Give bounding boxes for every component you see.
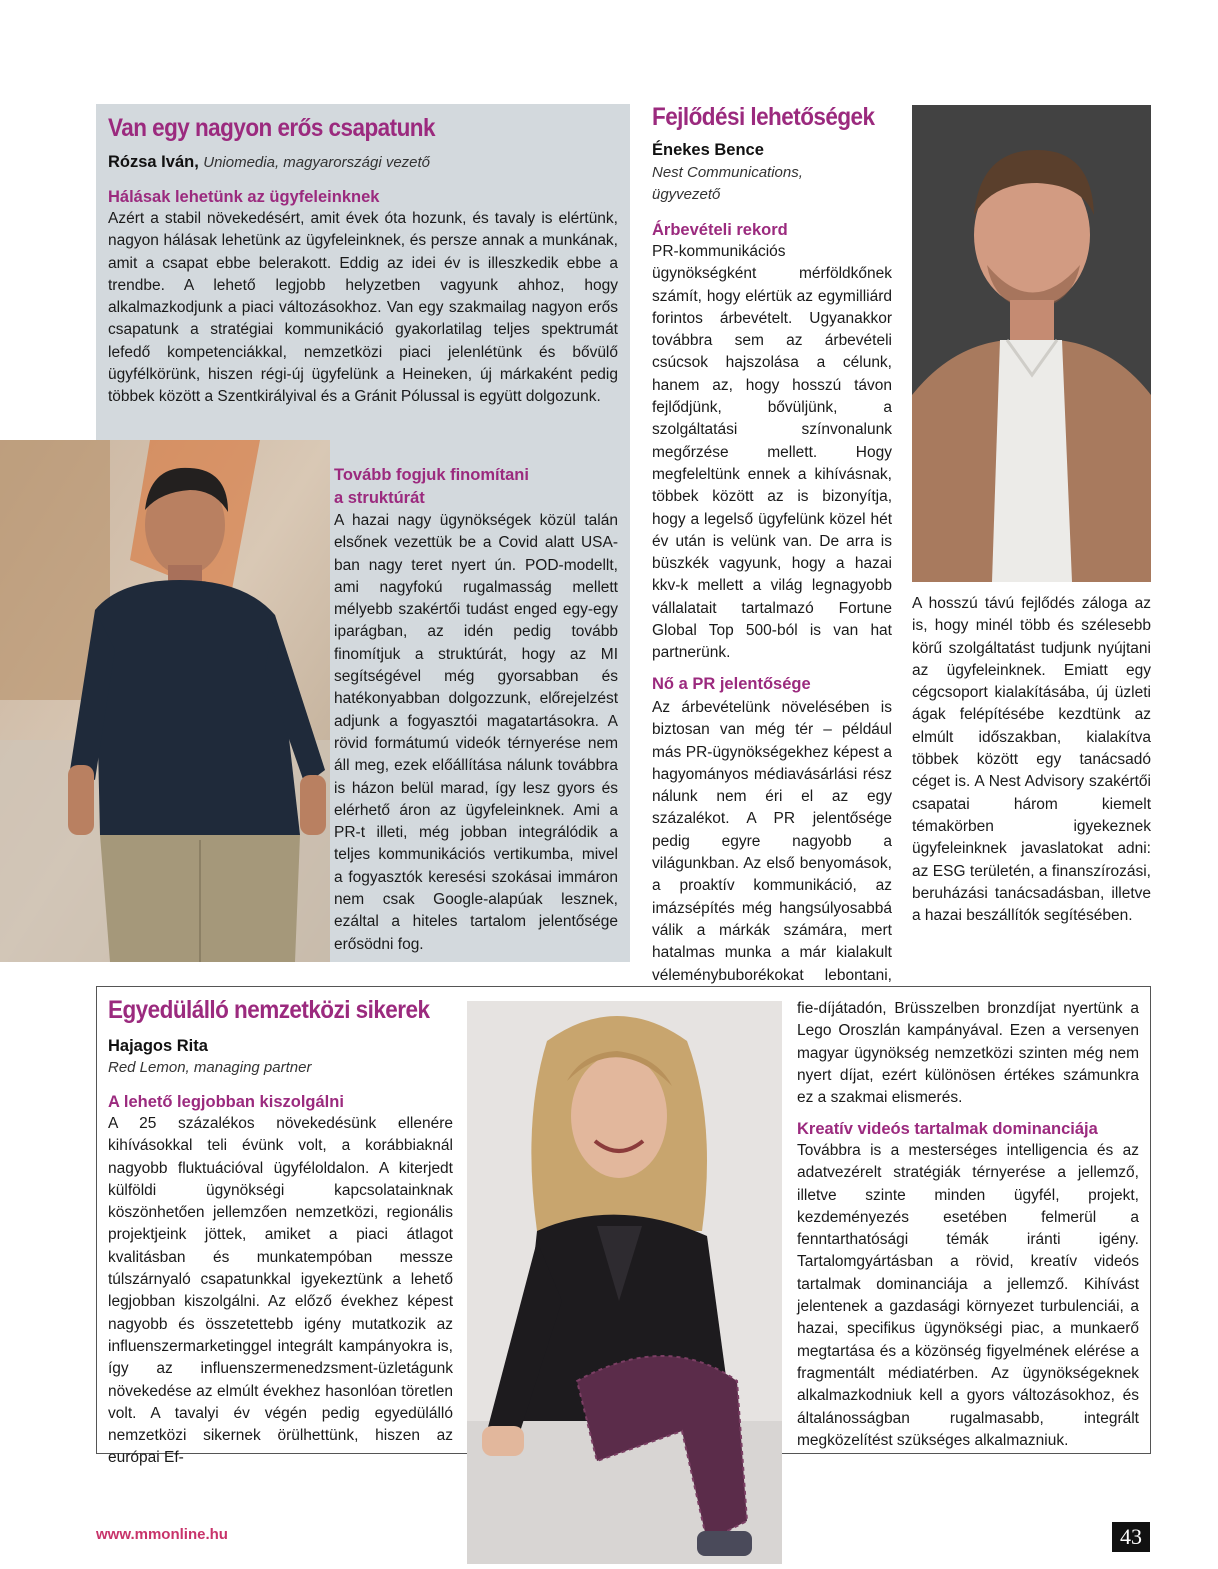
portrait-illustration bbox=[912, 105, 1151, 582]
section-body: Azért a stabil növekedésért, amit évek óta hozunk, és tavaly is elértünk, nagyon hálásak lehetünk az ügyfeleinknek, és persze annak a munkának, amit a csapat ebbe belerakott. Eddig az idei év is illeszkedik ebbe a trendbe. A lehető legjobb helyzetben vagyunk ahhoz, hogy alkalmazkodjunk a piaci változásokhoz. Van egy szakmailag nagyon erős csapatunk a stratégiai kommunikáció gyakorlatilag teljes spektrumát lefedő kompetenciákkal, nemzetközi piaci jelenlétünk és bővülő ügyfélkörünk, hiszen régi-új ügyfelünk a Heineken, új márkaként pedig többek között a Szentkirályival és a Gránit Pólussal is együtt dolgozunk. bbox=[108, 210, 618, 406]
person-name: Rózsa Iván, bbox=[108, 153, 199, 171]
person-role: Red Lemon, managing partner bbox=[108, 1059, 312, 1076]
section-title: Hálásak lehetünk az ügyfeleinknek bbox=[108, 188, 380, 206]
footer-website-link[interactable]: www.mmonline.hu bbox=[96, 1526, 228, 1543]
portrait-illustration bbox=[467, 1001, 782, 1564]
person-role-line1: Nest Communications, bbox=[652, 164, 803, 181]
article-title-hajagos: Egyedülálló nemzetközi sikerek bbox=[108, 996, 430, 1024]
photo-hajagos-rita bbox=[467, 1001, 782, 1564]
section-title-2: Nő a PR jelentősége bbox=[652, 675, 811, 693]
byline-rozsa bbox=[108, 153, 608, 172]
section-title: A lehető legjobban kiszolgálni bbox=[108, 1093, 344, 1111]
section-body-3 bbox=[912, 593, 1151, 927]
photo-rozsa-ivan bbox=[0, 440, 330, 962]
section-title: Árbevételi rekord bbox=[652, 221, 788, 239]
section-title-2-line2: a struktúrát bbox=[334, 489, 425, 507]
section-title-2-line1: Tovább fogjuk finomítani bbox=[334, 466, 529, 484]
person-name: Hajagos Rita bbox=[108, 1037, 208, 1055]
article-title-rozsa: Van egy nagyon erős csapatunk bbox=[108, 114, 435, 142]
article-title-enekes: Fejlődési lehetőségek bbox=[652, 103, 875, 131]
person-role: Uniomedia, magyarországi vezető bbox=[203, 154, 431, 171]
person-role-line2: ügyvezető bbox=[652, 186, 721, 203]
portrait-illustration bbox=[0, 440, 330, 962]
section-body-2: Az árbevételünk növelésében is biztosan van még tér – például más PR-ügynökségekhez képest a hagyományos médiavásárlási rész nálunk nem éri el az egy százalékot. A PR jelentősége pedig egyre nagyobb a világunkban. Az első benyomások, a proaktív kommunikáció, az imázsépítés még hangsúlyosabbá válik a márkák számára, mert hatalmas munka a már kialakult véleménybuborékokat lebontani, bbox=[652, 699, 892, 984]
section-body-2: A hazai nagy ügynökségek közül talán elsőnek vezettük be a Covid alatt USA-ban nagy teret nyert ún. POD-modellt, ami nagyfokú rugalmasság mellett mélyebb szakértői tudást enged egy-egy iparágban, az idén pedig tovább finomítjuk a struktúrát, hogy az MI segítségével még gyorsabban és hatékonyabban dolgozzunk, előrejelzést adjunk a fogyasztói magatartásokra. A rövid formátumú videók térnyerése nem áll meg, ezek előállítása nálunk továbbra is házon belül marad, így lesz gyors és elérhető áron az ügyfeleinknek. Ami a PR-t illeti, még jobban integrálódik a teljes kommunikációs vertikumba, mivel a fogyasztók keresési szokásai immáron nem csak Google-alapúak lesznek, ezáltal a hiteles tartalom jelentősége erősödni fog. bbox=[334, 512, 618, 953]
photo-enekes-bence bbox=[912, 105, 1151, 582]
section-body-2: Továbbra is a mesterséges intelligencia és az adatvezérelt stratégiák térnyerése a jellemző, illetve szinte minden ügyfél, projekt, kezdeményezés esetében felmerül a fenntarthatósági témák iránti igény. Tartalomgyártásban a rövid, kreatív videós tartalmak dominanciája a jellemző. Kihívást jelentenek a gazdasági környezet turbulenciái, a hazai, specifikus ügynökségi piac, a munkaerő megtartása és a közönség figyelmének elérése a fragmentált médiatérben. Az ügynökségeknek alkalmazkodniuk kell a gyors változásokhoz, és általánosságban rugalmasabb, integrált megközelítést szükséges alkalmazniuk. bbox=[797, 1142, 1139, 1449]
section-body-continued: fie-díjátadón, Brüsszelben bronzdíjat nyertünk a Lego Oroszlán kampányával. Ezen a versenyen magyar ügynökség nemzetközi szinten még nem nyert díjat, ezért különösen értékes számunkra ez a szakmai elismerés. bbox=[797, 1000, 1139, 1107]
section-body: PR-kommunikációs ügynökségként mérföldkőnek számít, hogy elértük az egymilliárd forintos árbevételt. Ugyanakkor továbbra sem az árbevételi csúcsok hajszolása a célunk, hanem az, hogy hosszú távon fejlődjünk, bővüljünk, a szolgáltatási színvonalunk megőrzése mellett. Hogy megfeleltünk ennek a kihívásnak, többek között az is bizonyítja, hogy a legelső ügyfelünk közel hét év után is velünk van. De arra is büszkék vagyunk, hogy a hazai kkv-k mellett a világ legnagyobb vállalatait tartalmazó Fortune Global Top 500-ból is van hat partnerünk. bbox=[652, 243, 892, 662]
person-name: Énekes Bence bbox=[652, 141, 764, 159]
section-body: A 25 százalékos növekedésünk ellenére kihívásokkal teli évünk volt, a korábbiaknál nagyobb fluktuációval ügyféloldalon. A kiterjedt külföldi ügynökségi kapcsolatainknak köszönhetően jellemzően nemzetközi, regionális projektjeink jöttek, amiket a piaci átlagot kvalitásban és munkatempóban messze túlszárnyaló csapatunkkal igyekeztünk a lehető legjobban kiszolgálni. Az előző évekhez képest nagyobb és összetettebb igény mutatkozik az influenszermarketinggel integrált kampányokra is, így az influenszermenedzsment-üzletágunk növekedése az elmúlt évekhez hasonlóan töretlen volt. A tavalyi év végén pedig egyedülálló nemzetközi sikernek örülhettünk, hiszen az európai Ef- bbox=[108, 1115, 453, 1467]
section-body-3-lead: A hosszú távú fejlődés záloga az is, hogy minél több és szélesebb körű szolgáltatást tudjunk nyújtani az ügyfeleinknek. Emiatt egy cégcsoport kialakításába, új üzleti ágak felépítésébe kezdtünk az elmúlt időszakban, kialakítva többek között egy tanácsadó céget is. A Nest Advisory szakértői csapatai három kiemelt témakörben igyekeznek ügyfeleinknek javaslatokat adni: az ESG területén, a finanszírozási, beruházási tanácsadásban, illetve a hazai beszállítók segítésében. bbox=[912, 595, 1151, 925]
section-title-2: Kreatív videós tartalmak dominanciája bbox=[797, 1120, 1098, 1138]
page-number: 43 bbox=[1112, 1522, 1150, 1552]
